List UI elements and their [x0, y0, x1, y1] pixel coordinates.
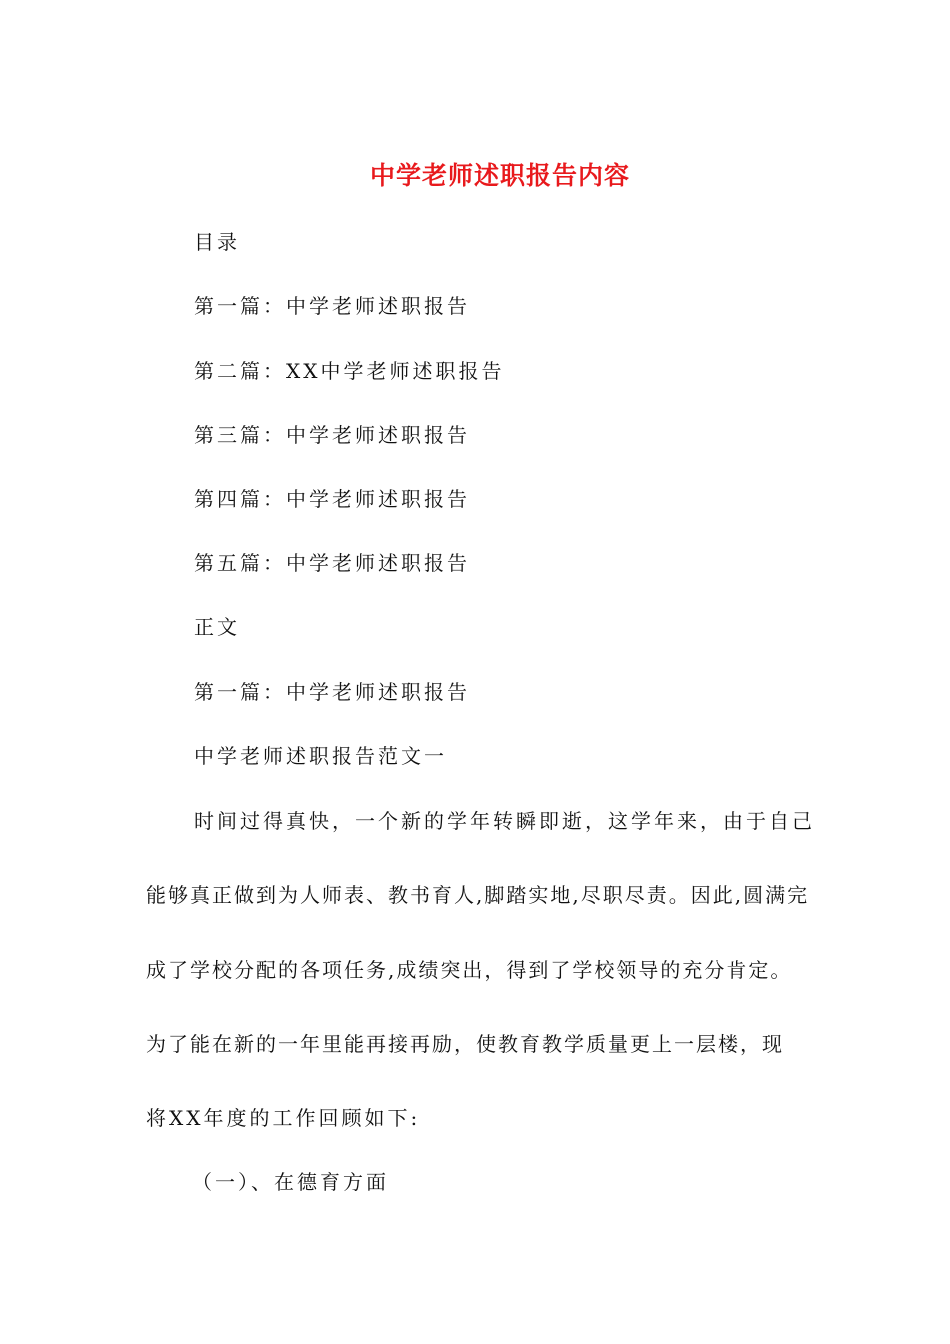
paragraph-line-2: 能够真正做到为人师表、教书育人,脚踏实地,尽职尽责。因此,圆满完: [146, 883, 810, 907]
sample-heading: 中学老师述职报告范文一: [194, 744, 447, 768]
toc-item-2: 第二篇：XX中学老师述职报告: [194, 359, 505, 383]
paragraph-line-5: 将XX年度的工作回顾如下:: [146, 1106, 421, 1130]
article-title: 第一篇：中学老师述职报告: [194, 680, 470, 704]
toc-item-3: 第三篇：中学老师述职报告: [194, 423, 470, 447]
toc-heading: 目录: [194, 230, 240, 254]
body-heading: 正文: [194, 615, 240, 639]
paragraph-line-3: 成了学校分配的各项任务,成绩突出，得到了学校领导的充分肯定。: [146, 958, 793, 982]
paragraph-line-4: 为了能在新的一年里能再接再励，使教育教学质量更上一层楼，现: [146, 1032, 784, 1056]
paragraph-line-1: 时间过得真快，一个新的学年转瞬即逝，这学年来，由于自己: [194, 809, 815, 833]
toc-item-5: 第五篇：中学老师述职报告: [194, 551, 470, 575]
document-title: 中学老师述职报告内容: [369, 161, 630, 190]
toc-item-1: 第一篇：中学老师述职报告: [194, 294, 470, 318]
toc-item-4: 第四篇：中学老师述职报告: [194, 487, 470, 511]
section-heading: （一）、在德育方面: [192, 1170, 389, 1194]
